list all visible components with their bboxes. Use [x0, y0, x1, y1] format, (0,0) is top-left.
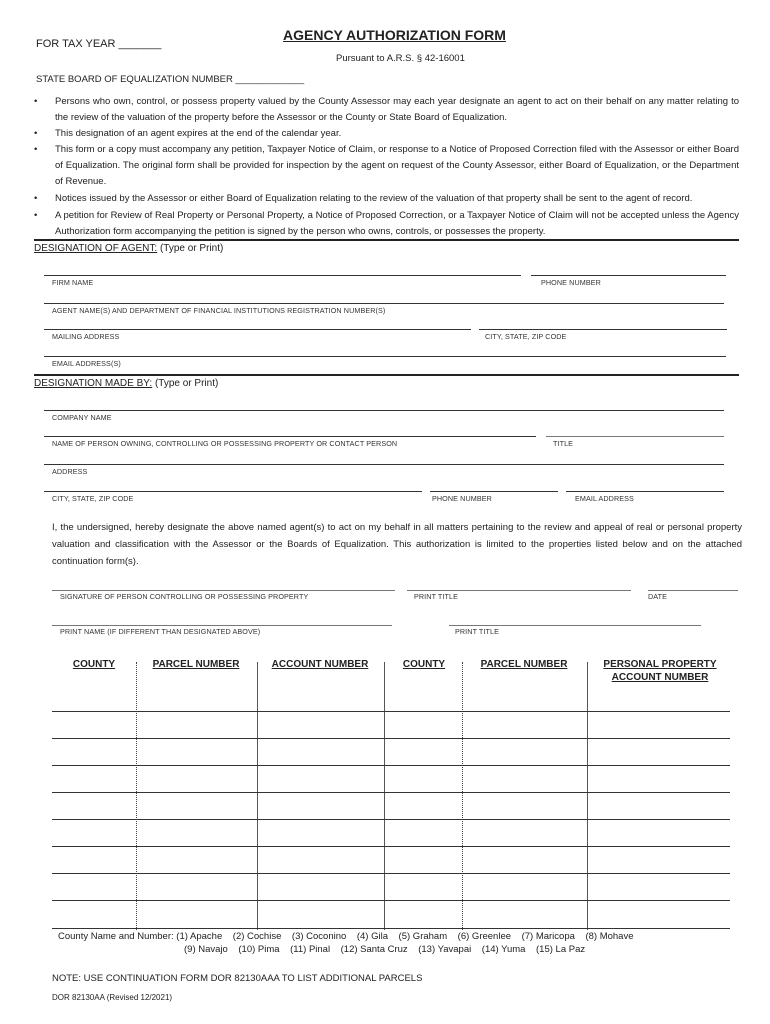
- col-header-county-2: COUNTY: [402, 659, 446, 670]
- col-header-account-number: ACCOUNT NUMBER: [271, 659, 369, 670]
- col-header-county: COUNTY: [72, 659, 116, 670]
- signature-line[interactable]: [52, 590, 395, 591]
- table-row[interactable]: [52, 900, 730, 901]
- bullet-icon: •: [34, 96, 38, 107]
- table-row[interactable]: [52, 711, 730, 712]
- table-row[interactable]: [52, 765, 730, 766]
- print-name-label: PRINT NAME (IF DIFFERENT THAN DESIGNATED ABOVE): [60, 627, 261, 636]
- col-header-parcel-number: PARCEL NUMBER: [152, 659, 240, 670]
- instruction-item: This form or a copy must accompany any petition, Taxpayer Notice of Claim, or response to a Notice of Proposed Correction filed with the Assessor or either Board of Equalization. The original form shall be provided for inspection by the agent on request of the County Assessor, either Board of Equalization, or the Department of Revenue.: [55, 144, 739, 187]
- company-name-line[interactable]: [44, 410, 724, 411]
- made-by-section-heading: [34, 378, 218, 389]
- owner-email-line[interactable]: [566, 491, 724, 492]
- address-line[interactable]: [44, 464, 724, 465]
- signature-label: SIGNATURE OF PERSON CONTROLLING OR POSSESSING PROPERTY: [60, 592, 309, 601]
- bullet-icon: •: [34, 144, 38, 155]
- instruction-item: Persons who own, control, or possess property valued by the County Assessor may each year designate an agent to act on their behalf on any matter relating to the review of the valuation of the property before the Assessor or the County or State Board of Equalization.: [55, 96, 739, 123]
- print-title2-label: PRINT TITLE: [455, 627, 499, 636]
- owner-phone-label: PHONE NUMBER: [432, 494, 492, 503]
- county-legend-line2: (9) Navajo (10) Pima (11) Pinal (12) Santa Cruz (13) Yavapai (14) Yuma (15) La Paz: [184, 944, 586, 955]
- col-header-parcel-number-2: PARCEL NUMBER: [480, 659, 568, 670]
- print-title-label: PRINT TITLE: [414, 592, 458, 601]
- print-name-line[interactable]: [52, 625, 392, 626]
- table-row[interactable]: [52, 846, 730, 847]
- form-subtitle: Pursuant to A.R.S. § 42-16001: [336, 53, 465, 64]
- authorization-statement: I, the undersigned, hereby designate the above named agent(s) to act on my behalf in all matters pertaining to the review and appeal of real or personal property valuation and classification with the Assessor or the Boards of Equalization. This authorization is limited to the properties listed below and on the attached continuation form(s).: [52, 522, 742, 567]
- column-divider: [136, 662, 137, 930]
- column-divider: [257, 662, 258, 930]
- bullet-icon: •: [34, 193, 38, 204]
- instruction-item: Notices issued by the Assessor or either Board of Equalization relating to the review of the valuation of that property shall be sent to the agent of record.: [55, 193, 693, 204]
- column-divider: [587, 662, 588, 930]
- owner-city-label: CITY, STATE, ZIP CODE: [52, 494, 134, 503]
- col-header-personal-property-account: [590, 658, 730, 684]
- bullet-icon: •: [34, 128, 38, 139]
- column-divider: [462, 662, 463, 930]
- email-label: EMAIL ADDRESS(S): [52, 359, 121, 368]
- table-row[interactable]: [52, 738, 730, 739]
- section-divider: [34, 239, 739, 241]
- owner-email-label: EMAIL ADDRESS: [575, 494, 634, 503]
- date-label: DATE: [648, 592, 668, 601]
- agent-heading-text: DESIGNATION OF AGENT:: [34, 243, 158, 254]
- agent-names-line[interactable]: [44, 303, 724, 304]
- board-number-field[interactable]: STATE BOARD OF EQUALIZATION NUMBER _____________: [36, 74, 305, 85]
- person-title-label: TITLE: [553, 439, 574, 448]
- personal-property-header-text: PERSONAL PROPERTY ACCOUNT NUMBER: [603, 659, 717, 683]
- mailing-address-label: MAILING ADDRESS: [52, 332, 120, 341]
- form-title: AGENCY AUTHORIZATION FORM: [283, 27, 506, 43]
- agent-heading-note: (Type or Print): [157, 243, 224, 254]
- owner-phone-line[interactable]: [430, 491, 558, 492]
- company-name-label: COMPANY NAME: [52, 413, 112, 422]
- continuation-note: NOTE: USE CONTINUATION FORM DOR 82130AAA TO LIST ADDITIONAL PARCELS: [52, 973, 423, 984]
- table-row[interactable]: [52, 873, 730, 874]
- phone-number-label: PHONE NUMBER: [541, 278, 601, 287]
- section-divider: [34, 374, 739, 376]
- date-line[interactable]: [648, 590, 738, 591]
- print-title2-line[interactable]: [449, 625, 701, 626]
- bullet-icon: •: [34, 210, 38, 221]
- person-name-label: NAME OF PERSON OWNING, CONTROLLING OR POSSESSING PROPERTY OR CONTACT PERSON: [52, 439, 398, 448]
- agent-city-line[interactable]: [479, 329, 727, 330]
- instruction-item: This designation of an agent expires at the end of the calendar year.: [55, 128, 342, 139]
- instruction-item: A petition for Review of Real Property or Personal Property, a Notice of Proposed Correction, or a Taxpayer Notice of Claim will not be accepted unless the Agency Authorization form accompanying the petition is signed by the person who owns, controls, or possesses the property.: [55, 210, 739, 237]
- owner-city-line[interactable]: [44, 491, 422, 492]
- email-line[interactable]: [44, 356, 726, 357]
- address-label: ADDRESS: [52, 467, 88, 476]
- made-by-heading-note: (Type or Print): [152, 378, 219, 389]
- form-id: DOR 82130AA (Revised 12/2021): [52, 993, 173, 1002]
- agent-city-label: CITY, STATE, ZIP CODE: [485, 332, 567, 341]
- print-title-line[interactable]: [407, 590, 631, 591]
- person-title-line[interactable]: [546, 436, 724, 437]
- tax-year-field[interactable]: FOR TAX YEAR _______: [36, 38, 162, 50]
- made-by-heading-text: DESIGNATION MADE BY:: [34, 378, 153, 389]
- agent-names-label: AGENT NAME(S) AND DEPARTMENT OF FINANCIAL INSTITUTIONS REGISTRATION NUMBER(S): [52, 306, 386, 315]
- mailing-address-line[interactable]: [44, 329, 471, 330]
- firm-name-label: FIRM NAME: [52, 278, 94, 287]
- firm-name-line[interactable]: [44, 275, 521, 276]
- county-legend-line1: County Name and Number: (1) Apache (2) Cochise (3) Coconino (4) Gila (5) Graham (6) Greenlee (7) Maricopa (8) Mohave: [58, 931, 634, 942]
- column-divider: [384, 662, 385, 930]
- phone-number-line[interactable]: [531, 275, 726, 276]
- person-name-line[interactable]: [44, 436, 536, 437]
- table-row[interactable]: [52, 928, 730, 929]
- table-row[interactable]: [52, 792, 730, 793]
- table-row[interactable]: [52, 819, 730, 820]
- agent-section-heading: [34, 243, 223, 254]
